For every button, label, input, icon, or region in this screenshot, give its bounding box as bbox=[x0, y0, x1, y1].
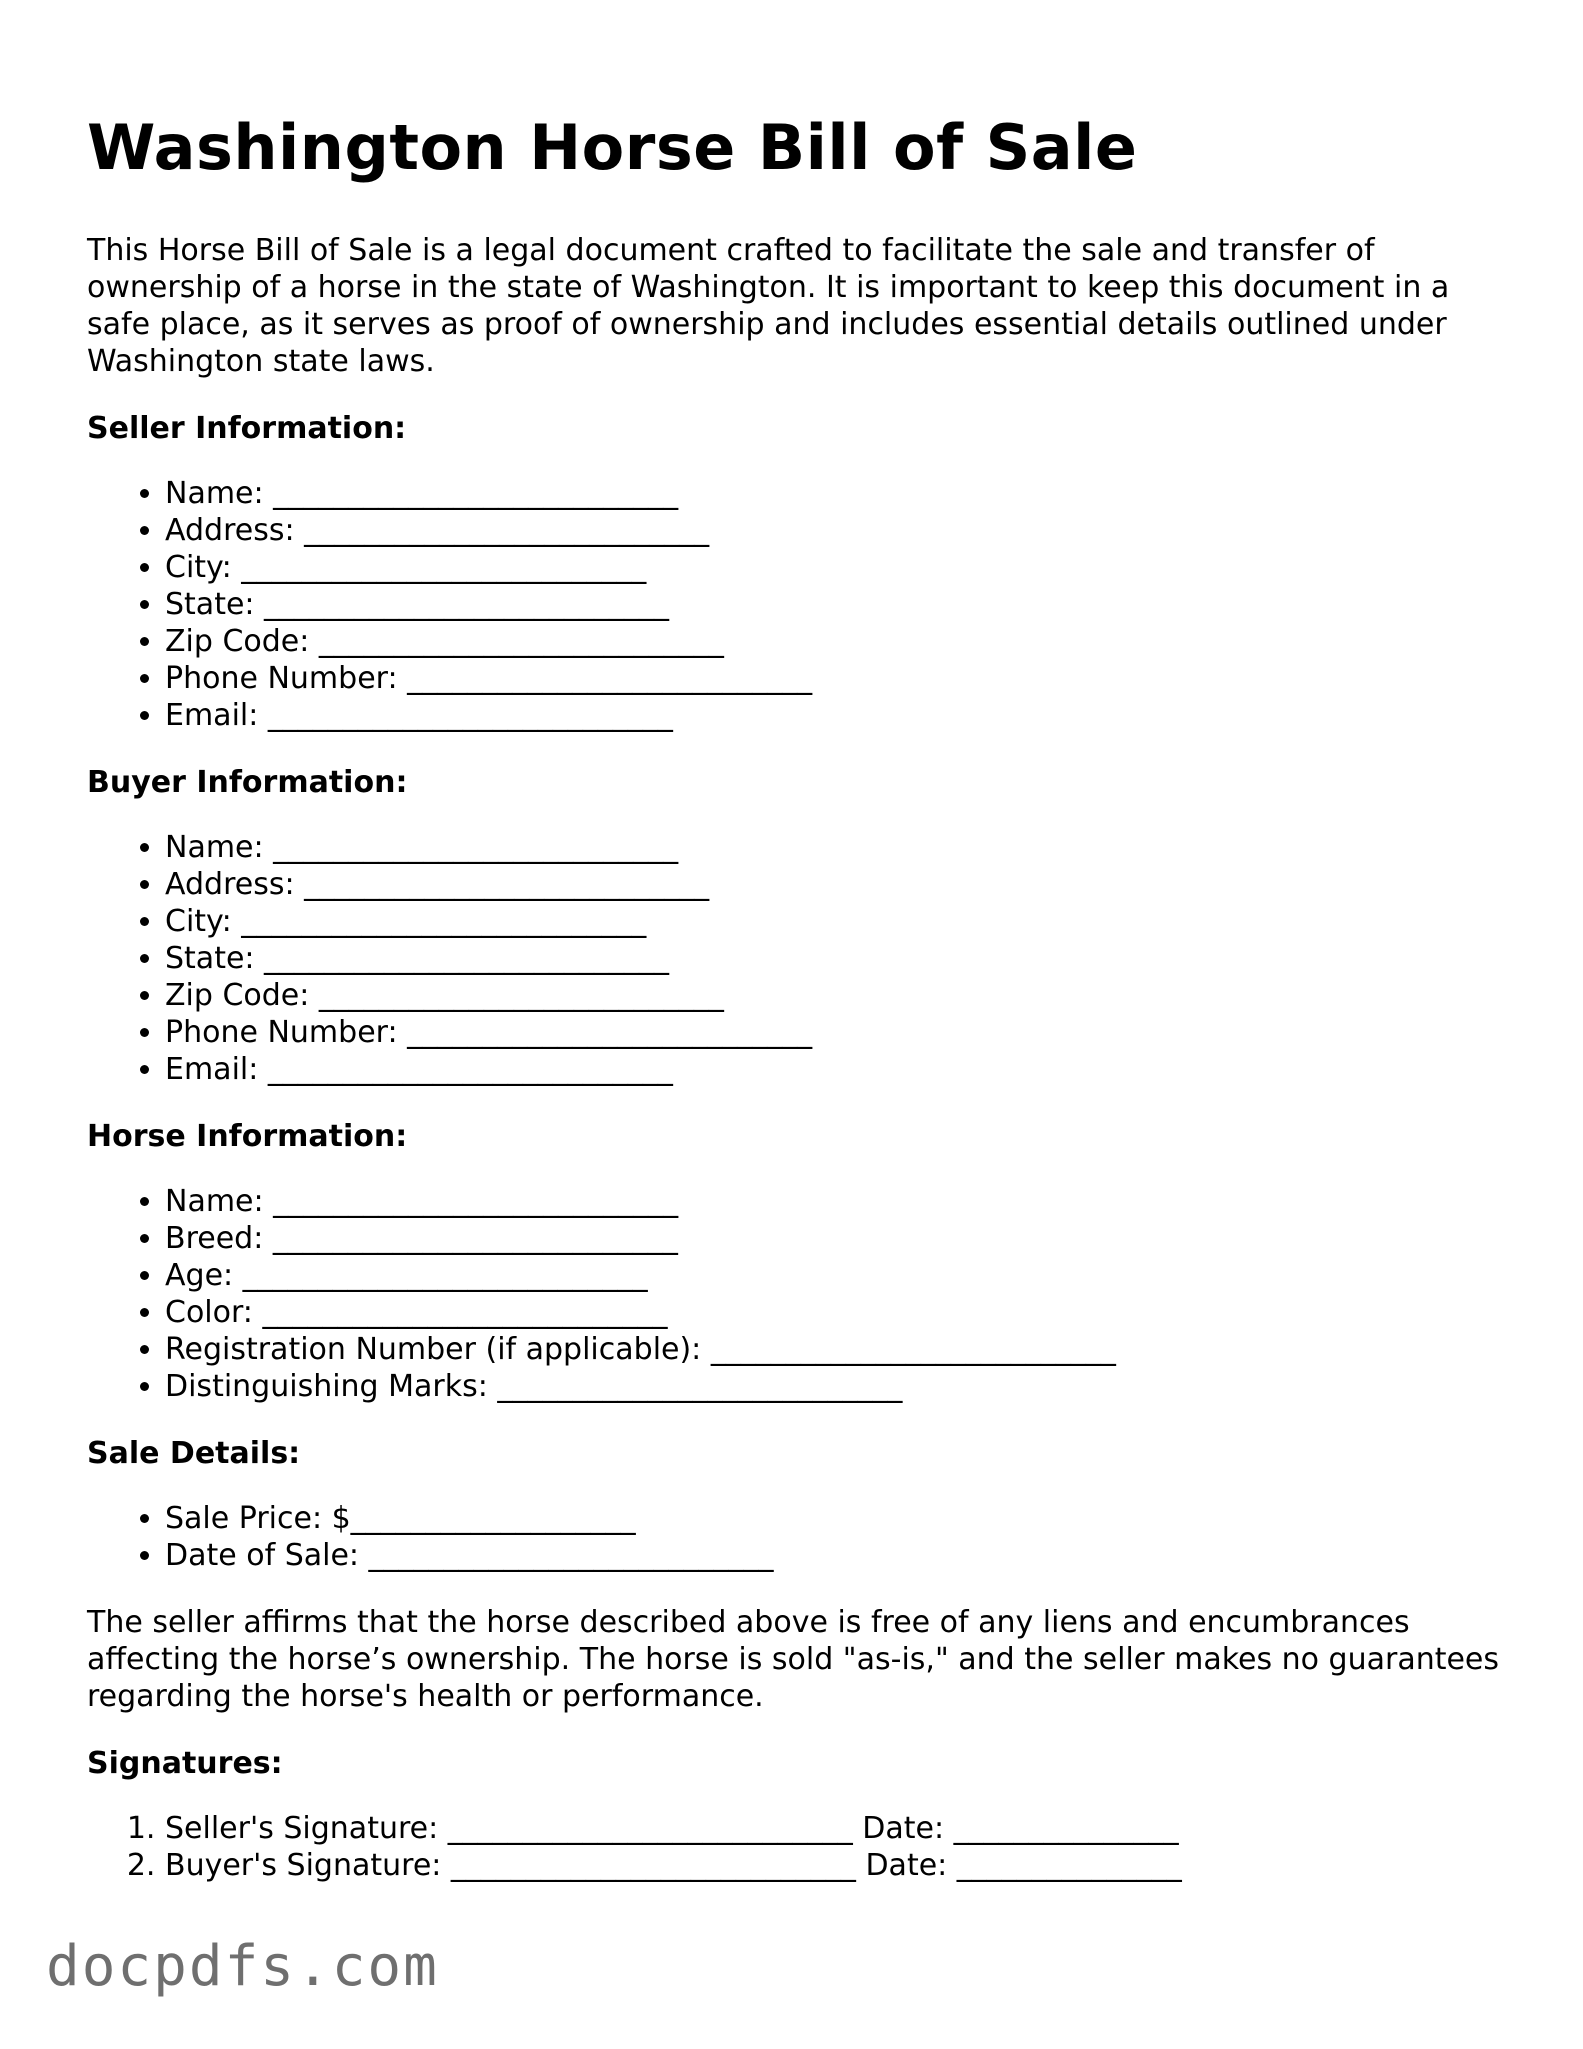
buyer-address-field: • Address: ___________________________ bbox=[165, 866, 1507, 903]
seller-address-field: • Address: ___________________________ bbox=[165, 512, 1507, 549]
buyer-heading: Buyer Information: bbox=[87, 765, 408, 800]
buyer-email-field: • Email: ___________________________ bbox=[165, 1051, 1507, 1088]
horse-breed-field: • Breed: ___________________________ bbox=[165, 1220, 1507, 1257]
seller-state-field: • State: ___________________________ bbox=[165, 586, 1507, 623]
affirmation-paragraph: The seller affirms that the horse described above is free of any liens and encumbrances affecting the horse’s ownership. The horse is sold "as-is," and the seller makes no guarantees regarding the horse's health or performance. bbox=[87, 1605, 1500, 1714]
seller-name-field: • Name: ___________________________ bbox=[165, 475, 1507, 512]
sale-date-field: • Date of Sale: ___________________________ bbox=[165, 1537, 1507, 1574]
seller-signature-field: 1. Seller's Signature: ___________________________ Date: _______________ bbox=[165, 1810, 1507, 1847]
horse-heading: Horse Information: bbox=[87, 1119, 408, 1154]
signature-fields bbox=[87, 1810, 1507, 1884]
seller-phone-field: • Phone Number: ___________________________ bbox=[165, 660, 1507, 697]
seller-city-field: • City: ___________________________ bbox=[165, 549, 1507, 586]
buyer-zip-field: • Zip Code: ___________________________ bbox=[165, 977, 1507, 1014]
seller-email-field: • Email: ___________________________ bbox=[165, 697, 1507, 734]
buyer-state-field: • State: ___________________________ bbox=[165, 940, 1507, 977]
horse-name-field: • Name: ___________________________ bbox=[165, 1183, 1507, 1220]
signatures-heading: Signatures: bbox=[87, 1746, 283, 1781]
horse-marks-field: • Distinguishing Marks: ___________________________ bbox=[165, 1368, 1507, 1405]
buyer-signature-field: 2. Buyer's Signature: ___________________________ Date: _______________ bbox=[165, 1847, 1507, 1884]
horse-color-field: • Color: ___________________________ bbox=[165, 1294, 1507, 1331]
horse-fields bbox=[87, 1183, 1507, 1405]
buyer-city-field: • City: ___________________________ bbox=[165, 903, 1507, 940]
document-page bbox=[87, 110, 1507, 1884]
watermark: docpdfs.com bbox=[46, 1934, 439, 1999]
buyer-phone-field: • Phone Number: ___________________________ bbox=[165, 1014, 1507, 1051]
sale-price-field: • Sale Price: $___________________ bbox=[165, 1500, 1507, 1537]
sale-heading: Sale Details: bbox=[87, 1436, 301, 1471]
horse-age-field: • Age: ___________________________ bbox=[165, 1257, 1507, 1294]
document-title: Washington Horse Bill of Sale bbox=[87, 111, 1138, 184]
sale-fields bbox=[87, 1500, 1507, 1574]
seller-fields bbox=[87, 475, 1507, 734]
seller-heading: Seller Information: bbox=[87, 411, 407, 446]
horse-registration-field: • Registration Number (if applicable): ___________________________ bbox=[165, 1331, 1507, 1368]
buyer-name-field: • Name: ___________________________ bbox=[165, 829, 1507, 866]
seller-zip-field: • Zip Code: ___________________________ bbox=[165, 623, 1507, 660]
buyer-fields bbox=[87, 829, 1507, 1088]
intro-paragraph: This Horse Bill of Sale is a legal document crafted to facilitate the sale and transfer of ownership of a horse in the state of Washington. It is important to keep this document in a safe place, as it serves as proof of ownership and includes essential details outlined under Washington state laws. bbox=[87, 233, 1450, 379]
